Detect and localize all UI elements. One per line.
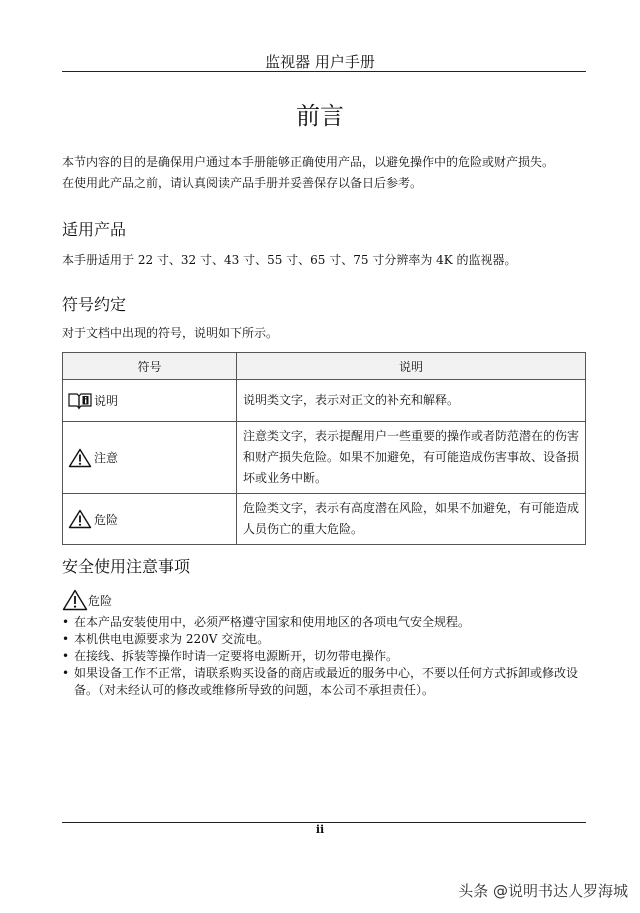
- table-row: [63, 494, 586, 545]
- table-row: [63, 422, 586, 494]
- intro-line-2: 在使用此产品之前，请认真阅读产品手册并妥善保存以备日后参考。: [62, 176, 423, 190]
- symbol-description: 危险类文字，表示有高度潜在风险，如果不加避免，有可能造成人员伤亡的重大危险。: [237, 494, 586, 545]
- page-number: ii: [315, 823, 325, 836]
- list-item: • 在接线、拆装等操作时请一定要将电源断开，切勿带电操作。: [62, 648, 592, 665]
- symbol-label: 注意: [94, 451, 119, 465]
- table-row: [63, 380, 586, 422]
- applicable-heading: 适用产品: [62, 220, 127, 239]
- symbol-label: 说明: [94, 394, 119, 408]
- watermark: 头条 @说明书达人罗海城: [458, 882, 628, 900]
- safety-danger-label: 危险: [88, 593, 113, 608]
- applicable-text: 本手册适用于 22 寸、32 寸、43 寸、55 寸、65 寸、75 寸分辨率为 4K 的监视器。: [62, 253, 517, 267]
- list-item: • 本机供电电源要求为 220V 交流电。: [62, 631, 592, 648]
- symbol-description: 注意类文字，表示提醒用户一些重要的操作或者防范潜在的伤害和财产损失危险。如果不加避免，有可能造成伤害事故、设备损坏或业务中断。: [237, 422, 586, 494]
- list-item: • 如果设备工作不正常，请联系购买设备的商店或最近的服务中心，不要以任何方式拆卸或修改设备。（对未经认可的修改或维修所导致的问题，本公司不承担责任）。: [62, 665, 592, 699]
- symbol-label: 危险: [94, 512, 119, 527]
- symbols-heading: 符号约定: [62, 295, 127, 314]
- note-icon: [68, 392, 92, 410]
- table-header-row: [63, 353, 586, 380]
- danger-icon: [68, 509, 92, 529]
- safety-danger-label-row: [62, 589, 112, 611]
- header-divider: [62, 71, 586, 72]
- symbols-table: [62, 352, 586, 545]
- intro-line-1: 本节内容的目的是确保用户通过本手册能够正确使用产品，以避免操作中的危险或财产损失。: [62, 155, 555, 169]
- table-header-symbol: 符号: [63, 353, 237, 380]
- table-header-desc: 说明: [237, 353, 586, 380]
- header-title: 监视器 用户手册: [265, 53, 375, 71]
- page-title: 前言: [296, 102, 344, 130]
- safety-heading: 安全使用注意事项: [62, 557, 191, 576]
- list-item: • 在本产品安装使用中，必须严格遵守国家和使用地区的各项电气安全规程。: [62, 614, 592, 631]
- danger-icon: [62, 589, 88, 611]
- symbols-intro: 对于文档中出现的符号，说明如下所示。: [62, 326, 279, 340]
- intro-paragraph: [62, 152, 592, 194]
- caution-icon: [68, 448, 92, 468]
- symbol-description: 说明类文字，表示对正文的补充和解释。: [237, 380, 586, 422]
- safety-list: [62, 614, 592, 699]
